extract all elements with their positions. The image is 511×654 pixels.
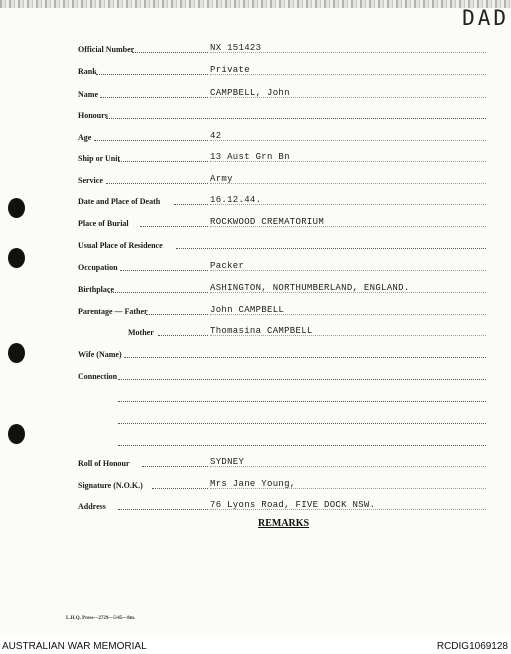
dotted-leader [106,118,486,119]
field-row [0,238,511,252]
field-label: Honours [78,111,108,120]
value-leader [210,509,486,510]
dotted-leader [146,314,208,315]
field-label: Address [78,502,106,511]
field-label: Wife (Name) [78,350,122,359]
dotted-leader [100,97,208,98]
field-label: Birthplace [78,285,114,294]
dotted-leader [120,270,208,271]
scan-edge-strip [0,0,511,8]
dotted-leader [118,379,486,380]
dotted-leader [96,74,208,75]
field-value: 42 [210,131,222,141]
value-leader [210,292,486,293]
value-leader [210,204,486,205]
field-label: Mother [128,328,154,337]
field-row [0,194,511,208]
field-row [0,173,511,187]
field-value: 76 Lyons Road, FIVE DOCK NSW. [210,500,376,510]
field-row [0,435,511,449]
archive-reference: RCDIG1069128 [436,641,508,652]
dotted-leader [106,183,208,184]
field-value: NX 151423 [210,43,262,53]
field-row [0,216,511,230]
field-label: Parentage — Father [78,307,148,316]
dotted-leader [118,161,208,162]
remarks-heading: REMARKS [258,518,310,529]
value-leader [210,52,486,53]
value-leader [210,74,486,75]
field-label: Date and Place of Death [78,197,161,206]
field-row [0,42,511,56]
field-value: Thomasina CAMPBELL [210,326,313,336]
value-leader [210,161,486,162]
value-leader [210,488,486,489]
field-label: Age [78,133,92,142]
dotted-leader [142,466,208,467]
field-value: 13 Aust Grn Bn [210,152,290,162]
value-leader [210,97,486,98]
field-row [0,151,511,165]
field-row [0,325,511,339]
field-value: Packer [210,261,245,271]
card-code: DAD [462,6,509,30]
field-label: Service [78,176,103,185]
field-value: ASHINGTON, NORTHUMBERLAND, ENGLAND. [210,283,410,293]
field-row [0,478,511,492]
dotted-leader [124,357,486,358]
archive-footer [0,636,511,654]
dotted-leader [174,204,208,205]
field-row [0,304,511,318]
value-leader [210,270,486,271]
field-label: Connection [78,372,118,381]
value-leader [210,335,486,336]
dotted-leader [118,423,486,424]
value-leader [210,140,486,141]
field-value: ROCKWOOD CREMATORIUM [210,217,325,227]
field-label: Occupation [78,263,118,272]
field-value: Mrs Jane Young, [210,479,296,489]
dotted-leader [94,140,208,141]
field-label: Name [78,90,98,99]
dotted-leader [118,401,486,402]
field-row [0,499,511,513]
value-leader [210,314,486,315]
field-label: Usual Place of Residence [78,241,163,250]
field-value: SYDNEY [210,457,245,467]
value-leader [210,466,486,467]
field-row [0,456,511,470]
field-label: Ship or Unit [78,154,121,163]
dotted-leader [158,335,208,336]
print-reference: L.H.Q. Press—2729—5/45—8m. [66,616,136,621]
field-label: Signature (N.O.K.) [78,481,143,490]
field-row [0,87,511,101]
field-label: Roll of Honour [78,459,130,468]
field-label: Rank [78,67,97,76]
archive-name: AUSTRALIAN WAR MEMORIAL [2,641,147,652]
field-label: Official Number [78,45,135,54]
field-row [0,130,511,144]
field-value: Private [210,65,250,75]
field-row [0,108,511,122]
field-value: John CAMPBELL [210,305,285,315]
field-row [0,347,511,361]
dotted-leader [118,445,486,446]
field-value: CAMPBELL, John [210,88,290,98]
field-row [0,413,511,427]
field-value: 16.12.44. [210,195,262,205]
field-row [0,64,511,78]
field-row [0,369,511,383]
field-row [0,282,511,296]
value-leader [210,226,486,227]
dotted-leader [176,248,486,249]
dotted-leader [132,52,208,53]
field-label: Place of Burial [78,219,129,228]
dotted-leader [118,509,208,510]
dotted-leader [140,226,208,227]
field-value: Army [210,174,233,184]
dotted-leader [152,488,208,489]
dotted-leader [108,292,208,293]
value-leader [210,183,486,184]
field-row [0,260,511,274]
field-row [0,391,511,405]
